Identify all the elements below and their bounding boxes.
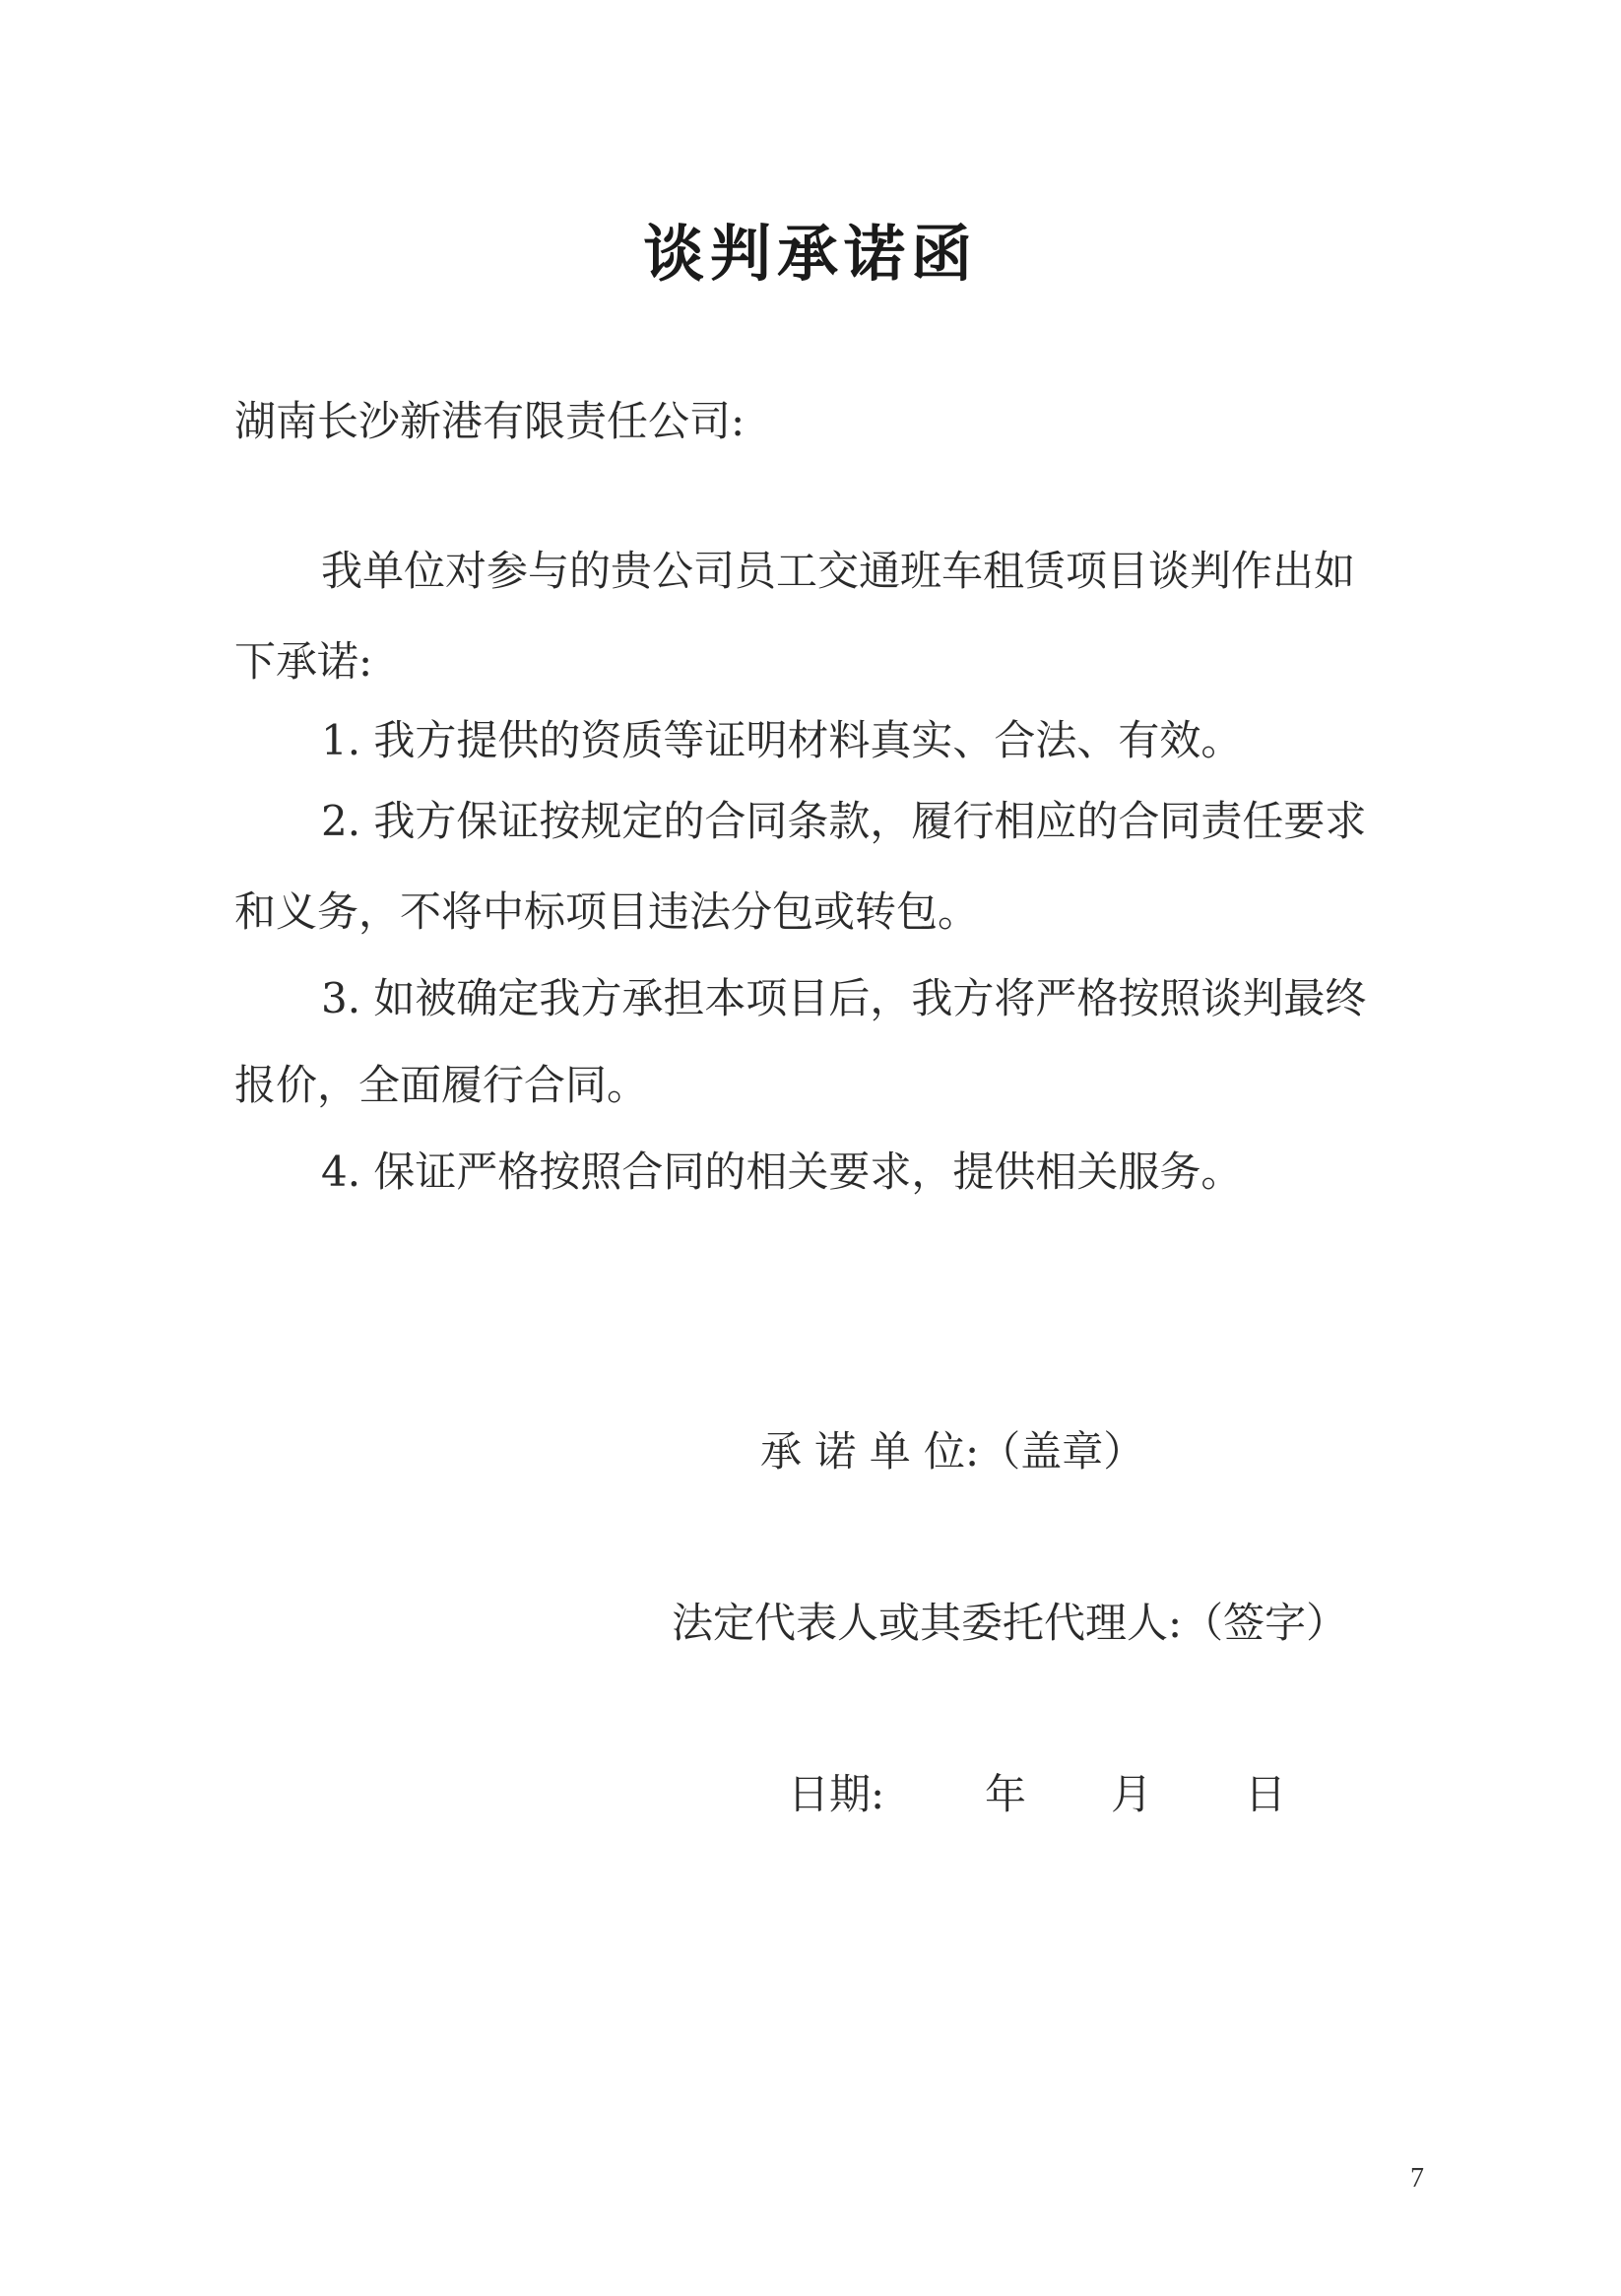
signature-representative: 法定代表人或其委托代理人:（签字） bbox=[672, 1599, 1348, 1647]
commitment-item-2-line-2: 和义务，不将中标项目违法分包或转包。 bbox=[234, 887, 980, 936]
addressee: 湖南长沙新港有限责任公司: bbox=[234, 397, 746, 445]
commitment-item-4: 4. 保证严格按照合同的相关要求，提供相关服务。 bbox=[321, 1148, 1243, 1196]
date-month: 月 bbox=[1111, 1770, 1153, 1818]
commitment-item-3-line-2: 报价，全面履行合同。 bbox=[234, 1061, 649, 1109]
commitment-item-2-line-1: 2. 我方保证按规定的合同条款，履行相应的合同责任要求 bbox=[321, 797, 1367, 845]
intro-line-2: 下承诺: bbox=[234, 637, 373, 686]
commitment-item-1: 1. 我方提供的资质等证明材料真实、合法、有效。 bbox=[321, 716, 1243, 764]
date-year: 年 bbox=[985, 1770, 1027, 1818]
page-number: 7 bbox=[1410, 2163, 1424, 2194]
commitment-item-3-line-1: 3. 如被确定我方承担本项目后，我方将严格按照谈判最终 bbox=[321, 974, 1367, 1022]
date-day: 日 bbox=[1245, 1770, 1287, 1818]
intro-line-1: 我单位对参与的贵公司员工交通班车租赁项目谈判作出如 bbox=[321, 547, 1356, 595]
date-label: 日期: bbox=[788, 1770, 885, 1818]
signature-unit: 承 诺 单 位:（盖章） bbox=[760, 1427, 1145, 1476]
document-title: 谈判承诺函 bbox=[642, 218, 978, 290]
